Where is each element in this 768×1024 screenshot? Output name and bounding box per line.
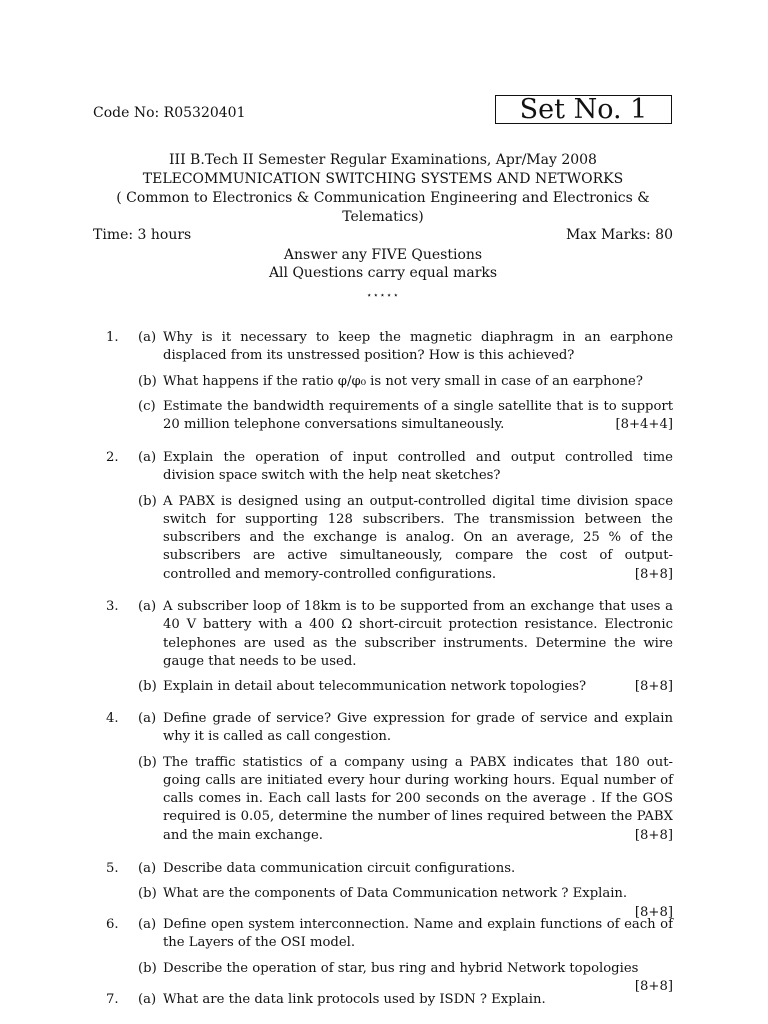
part-label: (b) bbox=[138, 754, 157, 770]
question-part bbox=[138, 916, 673, 953]
part-text: What are the components of Data Communication network ? Explain. bbox=[163, 886, 628, 902]
part-label: (b) bbox=[138, 886, 157, 902]
subject-title: TELECOMMUNICATION SWITCHING SYSTEMS AND NETWORKS bbox=[142, 171, 624, 187]
part-label: (a) bbox=[138, 330, 157, 345]
part-label: (b) bbox=[138, 679, 157, 695]
part-text: Describe data communication circuit configurations. bbox=[163, 861, 516, 876]
question-4 bbox=[106, 710, 673, 845]
part-text: Define grade of service? Give expression for grade of service and explain why it is called as call congestion. bbox=[163, 711, 673, 745]
part-text: Describe the operation of star, bus ring and hybrid Network topologies bbox=[163, 960, 639, 976]
question-part bbox=[138, 373, 673, 391]
time-marks-row bbox=[93, 227, 673, 243]
part-text: Estimate the bandwidth requirements of a single satellite that is to support 20 million telephone conversations simultaneously. bbox=[163, 398, 673, 433]
common-line-2: Telematics) bbox=[342, 209, 424, 225]
part-text: What are the data link protocols used by ISDN ? Explain. bbox=[163, 992, 546, 1007]
question-part bbox=[138, 398, 673, 435]
question-number: 7. bbox=[106, 992, 119, 1007]
question-part bbox=[138, 885, 673, 920]
part-text: A PABX is designed using an output-controlled digital time division space switch for supporting 128 subscribers. The transmission between the subscribers and the exchange is analog. On an average, 25 % of the subscribers are active simultaneously, compare the cost of output- controlled and memory-controlled configurations. bbox=[163, 493, 673, 582]
part-text: A subscriber loop of 18km is to be supported from an exchange that uses a 40 V battery with a 400 Ω short-circuit protection resistance. Electronic telephones are used as the subscriber instruments. Determine the wire gauge that needs to be used. bbox=[163, 599, 673, 669]
part-label: (b) bbox=[138, 373, 157, 389]
question-part bbox=[138, 449, 673, 486]
marks-allocation: [8+8] bbox=[634, 978, 673, 994]
part-label: (a) bbox=[138, 711, 157, 726]
question-part bbox=[138, 960, 673, 994]
part-text: What happens if the ratio φ/φ₀ is not very small in case of an earphone? bbox=[163, 373, 643, 389]
time-label: Time: 3 hours bbox=[93, 227, 192, 243]
part-label: (a) bbox=[138, 861, 157, 876]
marks-allocation: [8+8] bbox=[634, 566, 673, 582]
marks-allocation: [8+8] bbox=[634, 827, 673, 843]
question-6 bbox=[106, 916, 673, 996]
marks-allocation: [8+8] bbox=[634, 679, 673, 695]
question-number: 4. bbox=[106, 711, 119, 726]
part-label: (b) bbox=[138, 493, 157, 509]
part-text: Why is it necessary to keep the magnetic diaphragm in an earphone displaced from its unstressed position? How is this achieved? bbox=[163, 330, 673, 364]
question-part bbox=[138, 598, 673, 671]
question-number: 1. bbox=[106, 330, 119, 345]
question-number: 5. bbox=[106, 861, 119, 876]
part-text: Define open system interconnection. Name and explain functions of each of the Layers of the OSI model. bbox=[163, 917, 673, 951]
part-label: (a) bbox=[138, 992, 157, 1007]
max-marks-label: Max Marks: 80 bbox=[565, 227, 673, 243]
part-text: The traffic statistics of a company using a PABX indicates that 180 out-going calls are initiated every hour during working hours. Equal number of calls comes in. Each call lasts for 200 seconds on the average . If the GOS required is 0.05, determine the number of lines required between the PABX and the main exchange. bbox=[163, 754, 673, 843]
question-3 bbox=[106, 598, 673, 696]
question-part bbox=[138, 710, 673, 747]
part-label: (a) bbox=[138, 450, 157, 465]
set-number-box: Set No. 1 bbox=[495, 95, 672, 124]
part-label: (b) bbox=[138, 960, 157, 976]
question-part bbox=[138, 991, 673, 1009]
question-number: 3. bbox=[106, 599, 119, 614]
question-part bbox=[138, 329, 673, 366]
part-text: Explain in detail about telecommunication network topologies? bbox=[163, 679, 587, 695]
question-1 bbox=[106, 329, 673, 434]
question-part bbox=[138, 754, 673, 845]
question-number: 2. bbox=[106, 450, 119, 465]
part-label: (a) bbox=[138, 917, 157, 932]
question-2 bbox=[106, 449, 673, 584]
marks-allocation: [8+8] bbox=[634, 904, 673, 920]
part-label: (a) bbox=[138, 599, 157, 614]
instruction-marks: All Questions carry equal marks bbox=[268, 265, 498, 281]
separator-stars: ⋆⋆⋆⋆⋆ bbox=[366, 291, 400, 301]
common-line-1: ( Common to Electronics & Communication Engineering and Electronics & bbox=[116, 190, 650, 206]
question-7 bbox=[106, 991, 673, 1009]
instruction-answer: Answer any FIVE Questions bbox=[283, 247, 483, 263]
marks-allocation: [8+4+4] bbox=[615, 417, 673, 433]
question-part bbox=[138, 493, 673, 584]
part-text: Explain the operation of input controlled and output controlled time division space switch with the help neat sketches? bbox=[163, 450, 673, 484]
code-number: Code No: R05320401 bbox=[93, 105, 246, 121]
exam-title: III B.Tech II Semester Regular Examinations, Apr/May 2008 bbox=[169, 152, 597, 168]
question-5 bbox=[106, 860, 673, 922]
question-part bbox=[138, 678, 673, 696]
question-part bbox=[138, 860, 673, 878]
question-number: 6. bbox=[106, 917, 119, 932]
part-label: (c) bbox=[138, 398, 156, 414]
